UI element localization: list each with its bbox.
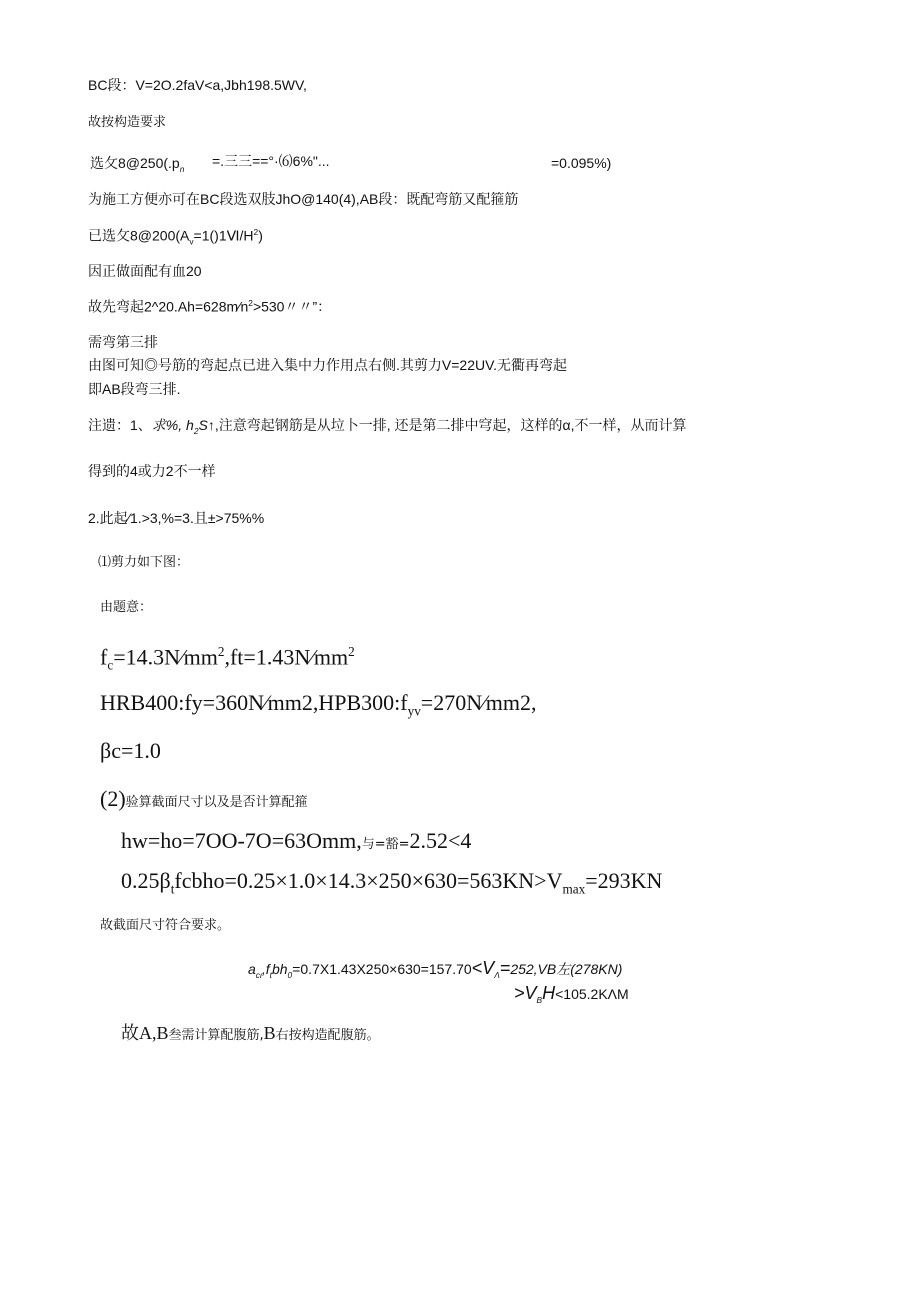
text-line-bc-segment: BC段：V=2O.2faV<a,Jbh198.5WV, <box>88 77 307 93</box>
text-line-shear-diagram: ⑴剪力如下图： <box>98 555 190 570</box>
formula-beta-c: βc=1.0 <box>100 738 161 763</box>
heading-section-check: (2)验算截面尺寸以及是否计算配箍 <box>100 786 308 811</box>
text-line-shear-point: 由图可知◎号筋的弯起点已进入集中力作用点右侧.其剪力V=22UV.无衢再弯起 <box>88 357 568 373</box>
text-line-bent-bars: 故先弯起$2\^{}20.Ah=628m⁄n^2>530$〃〃”： <box>88 298 332 315</box>
formula-section-capacity: $0.25\beta_tfcbho=0.25\times 1.0\times 14.3\times 250\times 630=563KN>V_{max}=293KN$ <box>121 868 663 897</box>
text-line-select-stirrup: 选攵$8@250(.p_n$ <box>90 155 185 174</box>
text-line-ratio-expression: =.三三==°·⑹6%"... <box>212 153 330 169</box>
text-line-section-ok: 故截面尺寸符合要求。 <box>100 918 231 933</box>
text-line-ab-segment: 即AB段弯三排. <box>88 381 181 397</box>
text-line-note: 注遗：1、求%, $h_2S↑$,注意弯起钢筋是从垃卜一排, 还是第二排中穹起，这样的α,不一样，从而计算 <box>88 417 687 436</box>
text-line-third-row: 需弯第三排 <box>88 334 158 350</box>
formula-shear-compare: $>V_BH<105.2K\Lambda M$ <box>514 983 629 1005</box>
text-line-note-continued: 得到的4或力2不一样 <box>88 463 216 479</box>
formula-steel-strength: $HRB400:fy=360N⁄mm2,HPB300:f_{yv}=270N⁄mm2$, <box>100 690 537 719</box>
formula-concrete-shear: $a_{c\iota},f_tbh_0=0.7X1.43X250\times 630=157.70<V_\Lambda=252,VB$左(278KN) <box>248 958 623 980</box>
text-line-given: 由题意： <box>100 600 153 615</box>
text-line-construction-requirement: 故按构造要求 <box>88 115 167 130</box>
formula-hw: hw=ho=7OO-7O=63Omm,与=豁=2.52<4 <box>121 828 472 853</box>
text-line-conclusion: 故A,B叁需计算配腹筋,B右按构造配腹筋。 <box>121 1023 380 1043</box>
text-line-reinforcement: 因正做面配有血20 <box>88 263 202 279</box>
text-line-construction-convenience: 为施工方便亦可在BC段选双肢JhO@140(4),AB段：既配弯筋又配箍筋 <box>88 191 519 207</box>
formula-concrete-strength: $f_c=14.3N⁄mm^2,ft=1.43N⁄mm^2$ <box>100 644 355 673</box>
text-line-section-2: 2.此起⁄1.>3,%=3.且±>75%% <box>88 510 265 526</box>
text-line-selected-stirrup: 已选攵$8@200(A_v=1()1Ⅵ/H^2)$ <box>88 227 263 247</box>
text-line-ratio-result: =0.095%) <box>551 155 612 171</box>
